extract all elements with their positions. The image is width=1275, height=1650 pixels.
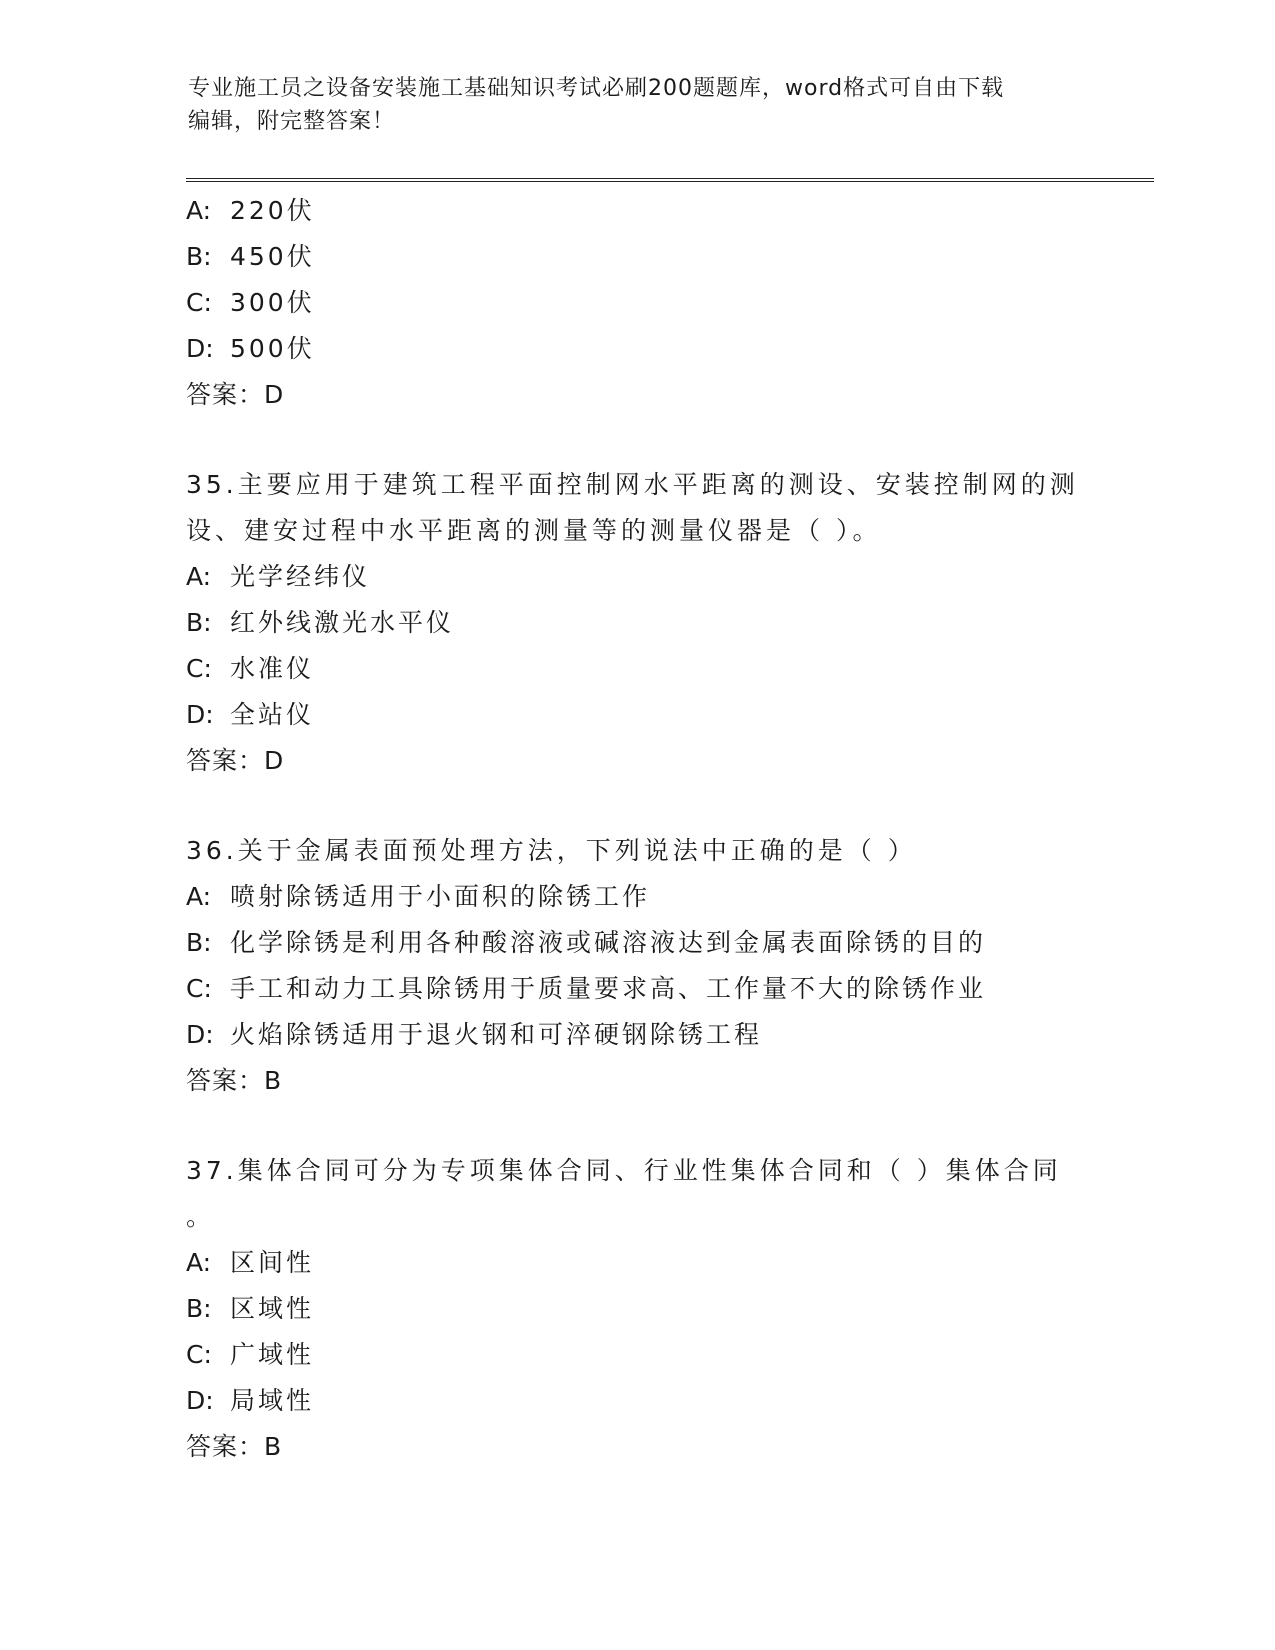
option-text: 300伏	[230, 288, 315, 317]
spacer	[186, 418, 1086, 462]
option-label: D:	[186, 1020, 214, 1049]
option-b	[186, 920, 1086, 966]
option-label: D:	[186, 1386, 214, 1415]
option-label: C:	[186, 974, 212, 1003]
option-b	[186, 1286, 1086, 1332]
option-text: 红外线激光水平仪	[230, 608, 455, 637]
option-c	[186, 966, 1086, 1012]
question-stem-line-1: 36.关于金属表面预处理方法，下列说法中正确的是（ ）	[186, 836, 917, 865]
option-label: A:	[186, 196, 212, 225]
spacer	[186, 1104, 1086, 1148]
option-a	[186, 554, 1086, 600]
option-text: 手工和动力工具除锈用于质量要求高、工作量不大的除锈作业	[230, 974, 987, 1003]
question-35	[186, 462, 1086, 784]
option-d	[186, 1378, 1086, 1424]
option-a	[186, 1240, 1086, 1286]
option-text: 化学除锈是利用各种酸溶液或碱溶液达到金属表面除锈的目的	[230, 928, 987, 957]
option-label: B:	[186, 1294, 212, 1323]
question-36	[186, 828, 1086, 1104]
option-text: 450伏	[230, 242, 315, 271]
option-c	[186, 280, 1086, 326]
option-b	[186, 234, 1086, 280]
option-text: 火焰除锈适用于退火钢和可淬硬钢除锈工程	[230, 1020, 763, 1049]
option-a	[186, 188, 1086, 234]
option-label: D:	[186, 700, 214, 729]
option-d	[186, 692, 1086, 738]
question-stem-line-1: 35.主要应用于建筑工程平面控制网水平距离的测设、安装控制网的测	[186, 470, 1079, 499]
answer: 答案：B	[186, 1066, 283, 1095]
option-text: 广域性	[230, 1340, 315, 1369]
option-text: 220伏	[230, 196, 315, 225]
option-label: A:	[186, 562, 212, 591]
answer: 答案：D	[186, 380, 285, 409]
option-label: A:	[186, 1248, 212, 1277]
header-divider	[186, 178, 1154, 182]
option-label: B:	[186, 608, 212, 637]
question-stem-line-2: 设、建安过程中水平距离的测量等的测量仪器是（ ）。	[186, 516, 882, 545]
option-text: 全站仪	[230, 700, 315, 729]
option-d	[186, 1012, 1086, 1058]
option-text: 区域性	[230, 1294, 315, 1323]
option-text: 喷射除锈适用于小面积的除锈工作	[230, 882, 651, 911]
option-b	[186, 600, 1086, 646]
option-c	[186, 1332, 1086, 1378]
question-37	[186, 1148, 1086, 1470]
option-text: 500伏	[230, 334, 315, 363]
option-label: C:	[186, 654, 212, 683]
option-label: B:	[186, 928, 212, 957]
question-34	[186, 188, 1086, 418]
option-c	[186, 646, 1086, 692]
option-a	[186, 874, 1086, 920]
answer: 答案：D	[186, 746, 285, 775]
header-line-2: 编辑，附完整答案！	[188, 109, 396, 134]
question-list	[186, 188, 1086, 1470]
document-header	[188, 72, 1068, 138]
option-label: A:	[186, 882, 212, 911]
option-text: 光学经纬仪	[230, 562, 371, 591]
answer: 答案：B	[186, 1432, 283, 1461]
option-label: D:	[186, 334, 214, 363]
option-text: 水准仪	[230, 654, 315, 683]
option-label: B:	[186, 242, 212, 271]
spacer	[186, 784, 1086, 828]
header-line-1: 专业施工员之设备安装施工基础知识考试必刷200题题库，word格式可自由下载	[188, 76, 1005, 101]
option-text: 局域性	[230, 1386, 315, 1415]
option-label: C:	[186, 288, 212, 317]
option-label: C:	[186, 1340, 212, 1369]
option-text: 区间性	[230, 1248, 315, 1277]
option-d	[186, 326, 1086, 372]
question-stem-line-1: 37.集体合同可分为专项集体合同、行业性集体合同和（ ）集体合同	[186, 1156, 1062, 1185]
question-stem-line-2: 。	[186, 1202, 216, 1231]
